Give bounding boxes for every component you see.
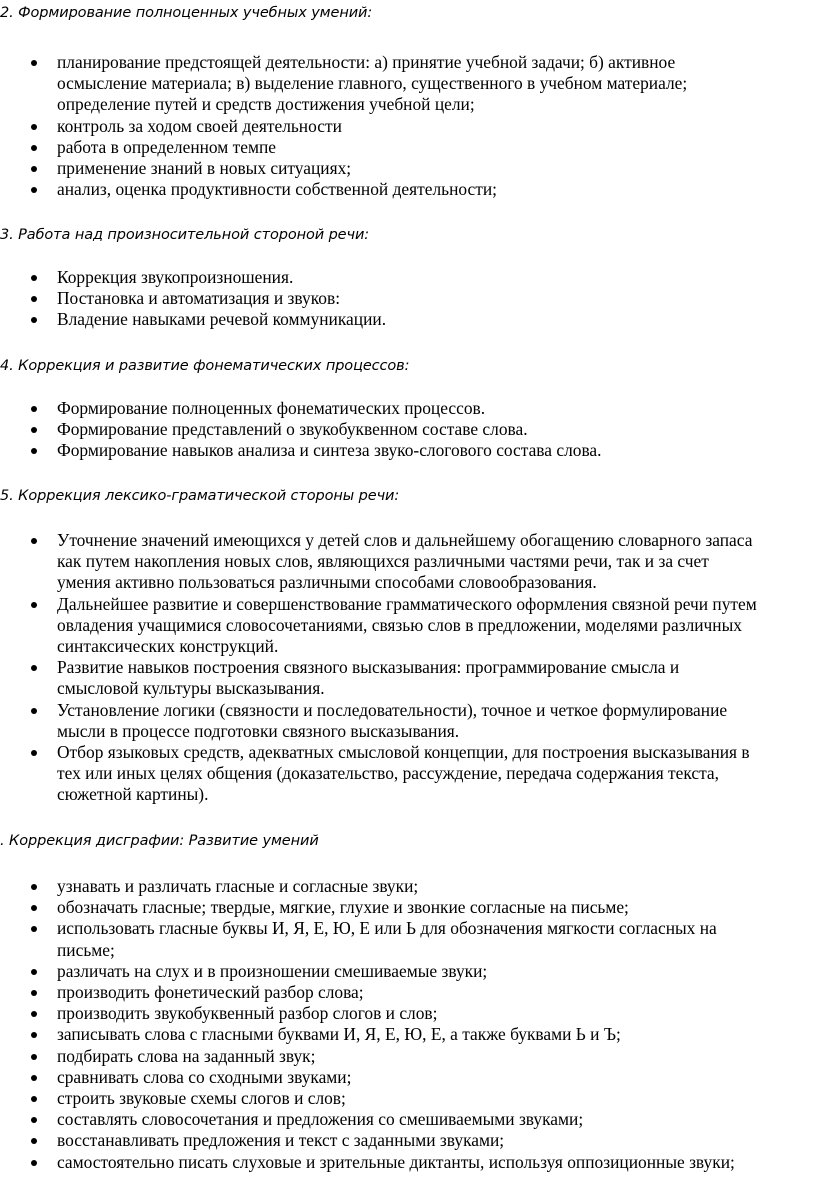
section-list-4 <box>0 398 816 462</box>
list-item: Формирование полноценных фонематических процессов. <box>0 398 816 419</box>
section-heading-4: 4. Коррекция и развитие фонематических процессов: <box>0 358 410 374</box>
list-item: Формирование навыков анализа и синтеза звуко-слогового состава слова. <box>0 440 816 461</box>
section-heading-2: 2. Формирование полноценных учебных умений: <box>0 5 373 21</box>
list-item: узнавать и различать гласные и согласные звуки; <box>0 876 816 897</box>
section-list-5 <box>0 530 816 806</box>
bullet-icon <box>31 926 37 932</box>
bullet-icon <box>31 750 37 756</box>
section-list-dysgraphia <box>0 876 816 1173</box>
bullet-icon <box>31 602 37 608</box>
list-item: Уточнение значений имеющихся у детей слов и дальнейшему обогащению словарного запаса как путем накопления новых слов, являющихся различными частями речи, так и за счет умения активно пользоваться различными способами словообразования. <box>0 530 816 594</box>
bullet-icon <box>31 1011 37 1017</box>
list-item: производить фонетический разбор слова; <box>0 982 816 1003</box>
list-item: составлять словосочетания и предложения со смешиваемыми звуками; <box>0 1109 816 1130</box>
list-item: Постановка и автоматизация и звуков: <box>0 288 816 309</box>
bullet-icon <box>31 406 37 412</box>
section-heading-3: 3. Работа над произносительной стороной речи: <box>0 227 370 243</box>
list-item: восстанавливать предложения и текст с заданными звуками; <box>0 1130 816 1151</box>
list-item: Формирование представлений о звукобуквенном составе слова. <box>0 419 816 440</box>
list-item: самостоятельно писать слуховые и зрительные диктанты, используя оппозиционные звуки; <box>0 1152 816 1173</box>
bullet-icon <box>31 884 37 890</box>
section-heading-dysgraphia: . Коррекция дисграфии: Развитие умений <box>0 833 319 849</box>
list-item: Дальнейшее развитие и совершенствование грамматического оформления связной речи путем овладения учащимися словосочетаниями, связью слов в предложении, моделями различных синтаксических конструкций. <box>0 594 816 658</box>
bullet-icon <box>31 990 37 996</box>
bullet-icon <box>31 969 37 975</box>
bullet-icon <box>31 166 37 172</box>
bullet-icon <box>31 296 37 302</box>
bullet-icon <box>31 145 37 151</box>
bullet-icon <box>31 1160 37 1166</box>
bullet-icon <box>31 1138 37 1144</box>
list-item: работа в определенном темпе <box>0 137 816 158</box>
bullet-icon <box>31 1096 37 1102</box>
list-item: различать на слух и в произношении смешиваемые звуки; <box>0 961 816 982</box>
section-list-2 <box>0 52 816 200</box>
list-item: производить звукобуквенный разбор слогов и слов; <box>0 1003 816 1024</box>
list-item: Установление логики (связности и последовательности), точное и четкое формулирование мысли в процессе подготовки связного высказывания. <box>0 700 816 742</box>
list-item: планирование предстоящей деятельности: а) принятие учебной задачи; б) активное осмысление материала; в) выделение главного, существенного в учебном материале; определение путей и средств достижения учебной цели; <box>0 52 816 116</box>
list-item: строить звуковые схемы слогов и слов; <box>0 1088 816 1109</box>
bullet-icon <box>31 665 37 671</box>
bullet-icon <box>31 317 37 323</box>
list-item: подбирать слова на заданный звук; <box>0 1046 816 1067</box>
list-item: обозначать гласные; твердые, мягкие, глухие и звонкие согласные на письме; <box>0 897 816 918</box>
bullet-icon <box>31 448 37 454</box>
list-item: использовать гласные буквы И, Я, Е, Ю, Е или Ь для обозначения мягкости согласных на письме; <box>0 918 816 960</box>
bullet-icon <box>31 905 37 911</box>
bullet-icon <box>31 1054 37 1060</box>
list-item: анализ, оценка продуктивности собственной деятельности; <box>0 179 816 200</box>
list-item: применение знаний в новых ситуациях; <box>0 158 816 179</box>
list-item: записывать слова с гласными буквами И, Я, Е, Ю, Е, а также буквами Ь и Ъ; <box>0 1024 816 1045</box>
bullet-icon <box>31 538 37 544</box>
bullet-icon <box>31 1032 37 1038</box>
list-item: контроль за ходом своей деятельности <box>0 116 816 137</box>
list-item: Коррекция звукопроизношения. <box>0 267 816 288</box>
list-item: сравнивать слова со сходными звуками; <box>0 1067 816 1088</box>
bullet-icon <box>31 427 37 433</box>
list-item: Владение навыками речевой коммуникации. <box>0 309 816 330</box>
bullet-icon <box>31 1117 37 1123</box>
bullet-icon <box>31 708 37 714</box>
section-list-3 <box>0 267 816 331</box>
list-item: Отбор языковых средств, адекватных смысловой концепции, для построения высказывания в тех или иных целях общения (доказательство, рассуждение, передача содержания текста, сюжетной картины). <box>0 742 816 806</box>
section-heading-5: 5. Коррекция лексико-граматической стороны речи: <box>0 488 400 504</box>
bullet-icon <box>31 275 37 281</box>
bullet-icon <box>31 60 37 66</box>
list-item: Развитие навыков построения связного высказывания: программирование смысла и смысловой культуры высказывания. <box>0 657 816 699</box>
bullet-icon <box>31 1075 37 1081</box>
bullet-icon <box>31 124 37 130</box>
bullet-icon <box>31 187 37 193</box>
